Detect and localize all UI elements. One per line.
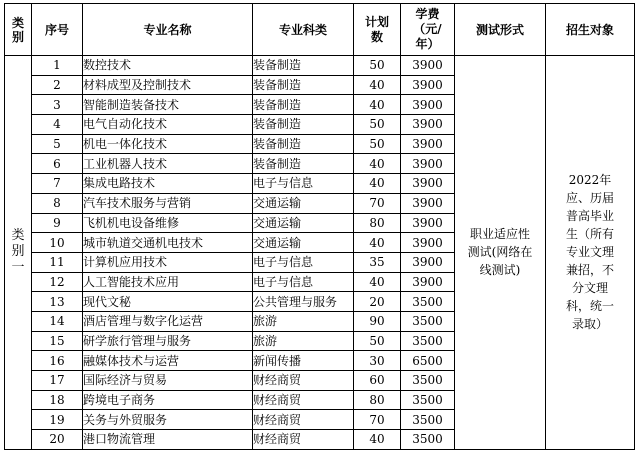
major-cell: 港口物流管理 bbox=[83, 430, 253, 450]
major-cell: 机电一体化技术 bbox=[83, 134, 253, 154]
plan-cell: 50 bbox=[354, 115, 401, 135]
header-test: 测试形式 bbox=[455, 4, 546, 56]
major-cell: 研学旅行管理与服务 bbox=[83, 331, 253, 351]
fee-cell: 3900 bbox=[401, 115, 455, 135]
field-cell: 财经商贸 bbox=[253, 410, 354, 430]
plan-cell: 40 bbox=[354, 174, 401, 194]
field-cell: 财经商贸 bbox=[253, 390, 354, 410]
major-cell: 电气自动化技术 bbox=[83, 115, 253, 135]
field-cell: 装备制造 bbox=[253, 115, 354, 135]
plan-cell: 80 bbox=[354, 213, 401, 233]
field-cell: 装备制造 bbox=[253, 134, 354, 154]
seq-cell: 10 bbox=[32, 233, 83, 253]
major-cell: 国际经济与贸易 bbox=[83, 371, 253, 391]
field-cell: 旅游 bbox=[253, 331, 354, 351]
table-row bbox=[5, 56, 635, 76]
field-cell: 装备制造 bbox=[253, 75, 354, 95]
plan-cell: 40 bbox=[354, 272, 401, 292]
fee-cell: 3900 bbox=[401, 193, 455, 213]
fee-cell: 3500 bbox=[401, 331, 455, 351]
seq-cell: 4 bbox=[32, 115, 83, 135]
major-cell: 跨境电子商务 bbox=[83, 390, 253, 410]
seq-cell: 5 bbox=[32, 134, 83, 154]
field-cell: 电子与信息 bbox=[253, 174, 354, 194]
fee-cell: 3500 bbox=[401, 311, 455, 331]
fee-cell: 3500 bbox=[401, 410, 455, 430]
plan-cell: 50 bbox=[354, 134, 401, 154]
plan-cell: 50 bbox=[354, 331, 401, 351]
plan-cell: 20 bbox=[354, 292, 401, 312]
major-cell: 酒店管理与数字化运营 bbox=[83, 311, 253, 331]
plan-cell: 50 bbox=[354, 56, 401, 76]
field-cell: 公共管理与服务 bbox=[253, 292, 354, 312]
plan-cell: 35 bbox=[354, 252, 401, 272]
major-cell: 汽车技术服务与营销 bbox=[83, 193, 253, 213]
fee-cell: 3900 bbox=[401, 174, 455, 194]
seq-cell: 15 bbox=[32, 331, 83, 351]
header-plan: 计划数 bbox=[354, 4, 401, 56]
major-cell: 计算机应用技术 bbox=[83, 252, 253, 272]
field-cell: 装备制造 bbox=[253, 56, 354, 76]
field-cell: 装备制造 bbox=[253, 95, 354, 115]
plan-cell: 90 bbox=[354, 311, 401, 331]
seq-cell: 6 bbox=[32, 154, 83, 174]
fee-cell: 3900 bbox=[401, 213, 455, 233]
fee-cell: 3900 bbox=[401, 154, 455, 174]
plan-cell: 40 bbox=[354, 75, 401, 95]
field-cell: 交通运输 bbox=[253, 233, 354, 253]
fee-cell: 3500 bbox=[401, 292, 455, 312]
major-cell: 工业机器人技术 bbox=[83, 154, 253, 174]
seq-cell: 1 bbox=[32, 56, 83, 76]
header-target: 招生对象 bbox=[546, 4, 635, 56]
major-cell: 数控技术 bbox=[83, 56, 253, 76]
plan-cell: 70 bbox=[354, 410, 401, 430]
seq-cell: 18 bbox=[32, 390, 83, 410]
major-cell: 融媒体技术与运营 bbox=[83, 351, 253, 371]
header-field: 专业科类 bbox=[253, 4, 354, 56]
plan-cell: 40 bbox=[354, 430, 401, 450]
test-form-cell: 职业适应性测试(网络在线测试) bbox=[455, 56, 546, 450]
field-cell: 新闻传播 bbox=[253, 351, 354, 371]
plan-cell: 40 bbox=[354, 154, 401, 174]
major-cell: 现代文秘 bbox=[83, 292, 253, 312]
major-cell: 飞机机电设备维修 bbox=[83, 213, 253, 233]
major-cell: 人工智能技术应用 bbox=[83, 272, 253, 292]
fee-cell: 3500 bbox=[401, 390, 455, 410]
fee-cell: 3500 bbox=[401, 430, 455, 450]
major-cell: 城市轨道交通机电技术 bbox=[83, 233, 253, 253]
field-cell: 财经商贸 bbox=[253, 430, 354, 450]
fee-cell: 3900 bbox=[401, 134, 455, 154]
seq-cell: 13 bbox=[32, 292, 83, 312]
header-category: 类别 bbox=[5, 4, 32, 56]
field-cell: 电子与信息 bbox=[253, 252, 354, 272]
fee-cell: 3900 bbox=[401, 75, 455, 95]
seq-cell: 2 bbox=[32, 75, 83, 95]
seq-cell: 3 bbox=[32, 95, 83, 115]
plan-cell: 40 bbox=[354, 95, 401, 115]
plan-cell: 30 bbox=[354, 351, 401, 371]
seq-cell: 20 bbox=[32, 430, 83, 450]
fee-cell: 3900 bbox=[401, 252, 455, 272]
header-row bbox=[5, 4, 635, 56]
major-cell: 集成电路技术 bbox=[83, 174, 253, 194]
category-cell: 类别一 bbox=[5, 56, 32, 450]
header-fee: 学费（元/年） bbox=[401, 4, 455, 56]
field-cell: 电子与信息 bbox=[253, 272, 354, 292]
fee-cell: 3900 bbox=[401, 56, 455, 76]
header-seq: 序号 bbox=[32, 4, 83, 56]
field-cell: 旅游 bbox=[253, 311, 354, 331]
plan-cell: 60 bbox=[354, 371, 401, 391]
field-cell: 装备制造 bbox=[253, 154, 354, 174]
seq-cell: 11 bbox=[32, 252, 83, 272]
target-cell: 2022年应、历届普高毕业生（所有专业文理兼招，不分文理科，统一录取） bbox=[546, 56, 635, 450]
field-cell: 交通运输 bbox=[253, 213, 354, 233]
seq-cell: 7 bbox=[32, 174, 83, 194]
seq-cell: 9 bbox=[32, 213, 83, 233]
fee-cell: 6500 bbox=[401, 351, 455, 371]
fee-cell: 3900 bbox=[401, 233, 455, 253]
plan-cell: 40 bbox=[354, 233, 401, 253]
plan-cell: 70 bbox=[354, 193, 401, 213]
plan-cell: 80 bbox=[354, 390, 401, 410]
major-cell: 智能制造装备技术 bbox=[83, 95, 253, 115]
seq-cell: 8 bbox=[32, 193, 83, 213]
fee-cell: 3900 bbox=[401, 95, 455, 115]
fee-cell: 3500 bbox=[401, 371, 455, 391]
field-cell: 财经商贸 bbox=[253, 371, 354, 391]
fee-cell: 3900 bbox=[401, 272, 455, 292]
header-major: 专业名称 bbox=[83, 4, 253, 56]
major-cell: 材料成型及控制技术 bbox=[83, 75, 253, 95]
major-cell: 关务与外贸服务 bbox=[83, 410, 253, 430]
seq-cell: 12 bbox=[32, 272, 83, 292]
seq-cell: 19 bbox=[32, 410, 83, 430]
seq-cell: 17 bbox=[32, 371, 83, 391]
field-cell: 交通运输 bbox=[253, 193, 354, 213]
enrollment-plan-table bbox=[4, 3, 635, 450]
seq-cell: 16 bbox=[32, 351, 83, 371]
seq-cell: 14 bbox=[32, 311, 83, 331]
